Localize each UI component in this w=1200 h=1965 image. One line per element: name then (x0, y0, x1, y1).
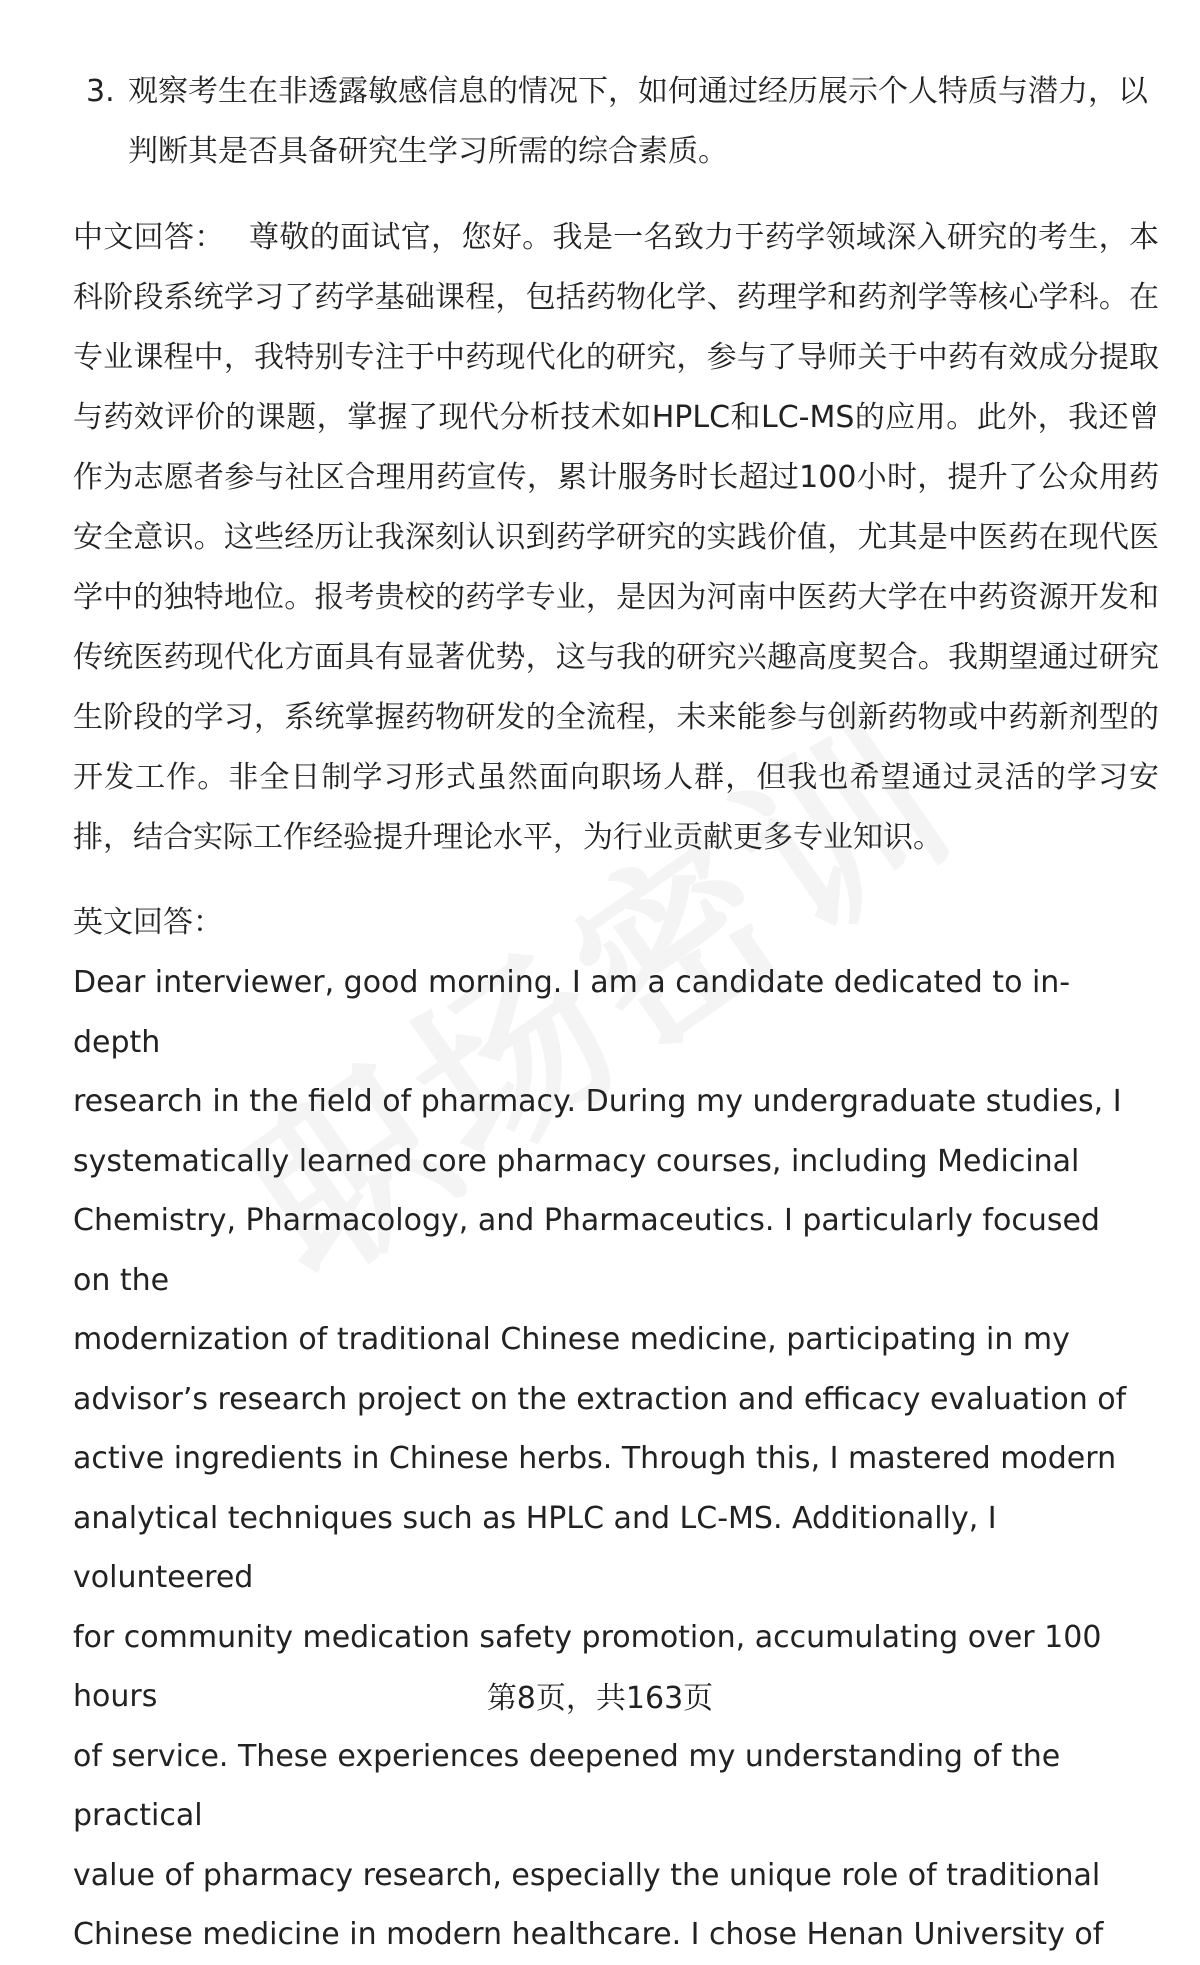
chinese-answer-label: 中文回答： (73, 220, 225, 255)
english-answer-line: systematically learned core pharmacy courses, including Medicinal (73, 1143, 1080, 1179)
english-answer-line: value of pharmacy research, especially the unique role of traditional (73, 1857, 1101, 1893)
english-answer-line: active ingredients in Chinese herbs. Through this, I mastered modern (73, 1441, 1117, 1476)
chinese-answer-paragraph (73, 208, 1159, 868)
english-answer-line: Chemistry, Pharmacology, and Pharmaceutics. I particularly focused on the (73, 1203, 1100, 1298)
english-answer-line: research in the field of pharmacy. During my undergraduate studies, I (73, 1084, 1122, 1119)
english-answer-line: advisor’s research project on the extraction and efficacy evaluation of (73, 1381, 1127, 1417)
page-number-footer: 第8页，共163页 (486, 1681, 714, 1716)
item-number: 3. (86, 74, 115, 109)
english-answer-line: of service. These experiences deepened my understanding of the practical (73, 1738, 1061, 1833)
english-answer-label: 英文回答： (73, 905, 223, 940)
chinese-answer-text: 尊敬的面试官，您好。我是一名致力于药学领域深入研究的考生，本科阶段系统学习了药学基础课程，包括药物化学、药理学和药剂学等核心学科。在专业课程中，我特别专注于中药现代化的研究，参与了导师关于中药有效成分提取与药效评价的课题，掌握了现代分析技术如HPLC和LC-MS的应用。此外，我还曾作为志愿者参与社区合理用药宣传，累计服务时长超过100小时，提升了公众用药安全意识。这些经历让我深刻认识到药学研究的实践价值，尤其是中医药在现代医学中的独特地位。报考贵校的药学专业，是因为河南中医药大学在中药资源开发和传统医药现代化方面具有显著优势，这与我的研究兴趣高度契合。我期望通过研究生阶段的学习，系统掌握药物研发的全流程，未来能参与创新药物或中药新剂型的开发工作。非全日制学习形式虽然面向职场人群，但我也希望通过灵活的学习安排，结合实际工作经验提升理论水平，为行业贡献更多专业知识。 (73, 220, 1160, 855)
english-answer-line: analytical techniques such as HPLC and LC-MS. Additionally, I volunteered (73, 1500, 997, 1595)
item-text: 观察考生在非透露敏感信息的情况下，如何通过经历展示个人特质与潜力，以判断其是否具备研究生学习所需的综合素质。 (128, 74, 1148, 169)
numbered-item-3 (78, 62, 1158, 182)
english-answer-line: Dear interviewer, good morning. I am a candidate dedicated to in-depth (73, 965, 1071, 1060)
english-answer-paragraph (73, 953, 1143, 1965)
english-answer-line: for community medication safety promotion, accumulating over 100 hours (73, 1619, 1102, 1714)
english-answer-line: modernization of traditional Chinese medicine, participating in my (73, 1322, 1070, 1357)
english-answer-line: Chinese medicine in modern healthcare. I chose Henan University of (73, 1917, 1104, 1952)
